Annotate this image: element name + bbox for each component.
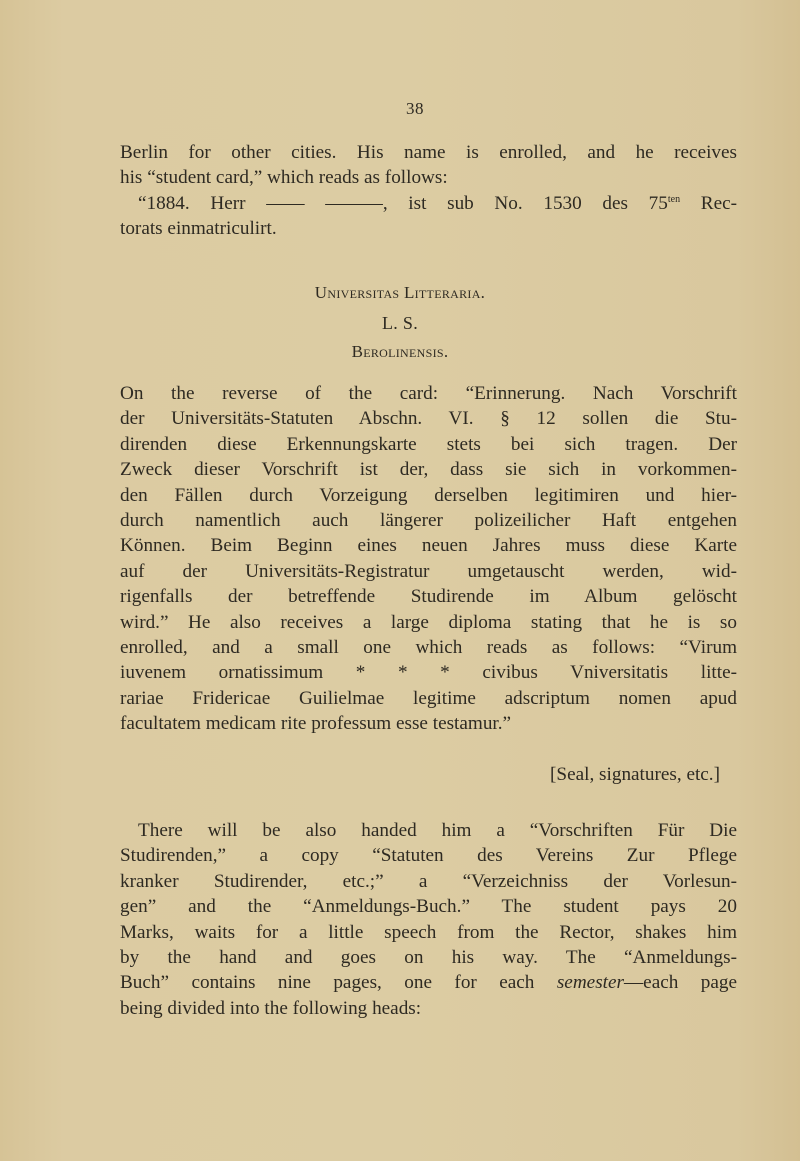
text-line: being divided into the following heads: <box>120 997 422 1019</box>
text-line: Können. Beim Beginn eines neuen Jahres muss diese Karte <box>120 535 737 557</box>
text-line: durch namentlich auch längerer polizeilicher Haft entgehen <box>120 510 737 532</box>
seal-line-berolinensis: Berolinensis. <box>351 342 449 361</box>
text-line: by the hand and goes on his way. The “Anmeldungs- <box>120 947 737 969</box>
text-line: On the reverse of the card: “Erinnerung. Nach Vorschrift <box>120 383 737 404</box>
text-line: rigenfalls der betreffende Studirende im Album gelöscht <box>120 586 737 608</box>
text-line: There will be also handed him a “Vorschriften Für Die <box>138 820 737 841</box>
text-line: rariae Fridericae Guilielmae legitime adscriptum nomen apud <box>120 687 737 709</box>
seal-line-universitas: Universitas Litteraria. <box>314 283 486 302</box>
seal-line-ls: L. S. <box>381 313 418 333</box>
text-line: kranker Studirender, etc.;” a “Verzeichniss der Vorlesun- <box>120 870 737 892</box>
text-line: facultatem medicam rite professum esse testamur.” <box>120 713 512 735</box>
text-line: enrolled, and a small one which reads as follows: “Virum <box>120 637 737 659</box>
text-line: auf der Universitäts-Registratur umgetauscht werden, wid- <box>120 560 737 582</box>
paragraph-1 <box>120 140 737 242</box>
paragraph-2 <box>120 381 737 737</box>
card-front-line-2: torats einmatriculirt. <box>120 218 277 240</box>
text-line: wird.” He also receives a large diploma stating that he is so <box>120 611 737 633</box>
page-number: 38 <box>406 99 424 118</box>
text-line: Buch” contains nine pages, one for each semester—each page <box>120 972 737 994</box>
card-front-line-1: “1884. Herr —— ———, ist sub No. 1530 des $75^{ten}$ Rec- <box>138 192 737 214</box>
paragraph-3 <box>120 818 737 1021</box>
text-line: Berlin for other cities. His name is enrolled, and he receives <box>120 142 737 163</box>
text-line: Zweck dieser Vorschrift ist der, dass sie sich in vorkommen- <box>120 459 737 481</box>
text-line: direnden diese Erkennungskarte stets bei sich tragen. Der <box>120 433 737 455</box>
text-line: Studirenden,” a copy “Statuten des Vereins Zur Pflege <box>120 845 737 867</box>
text-line: Marks, waits for a little speech from the Rector, shakes him <box>120 921 737 943</box>
text-line: iuvenem ornatissimum * * * civibus Vniversitatis litte- <box>120 662 737 684</box>
text-line: den Fällen durch Vorzeigung derselben legitimiren und hier- <box>120 484 737 506</box>
text-line: gen” and the “Anmeldungs-Buch.” The student pays 20 <box>120 896 737 918</box>
signature-note: [Seal, signatures, etc.] <box>550 764 720 785</box>
text-line: der Universitäts-Statuten Abschn. VI. § 12 sollen die Stu- <box>120 408 737 430</box>
text-line: his “student card,” which reads as follows: <box>120 167 448 189</box>
